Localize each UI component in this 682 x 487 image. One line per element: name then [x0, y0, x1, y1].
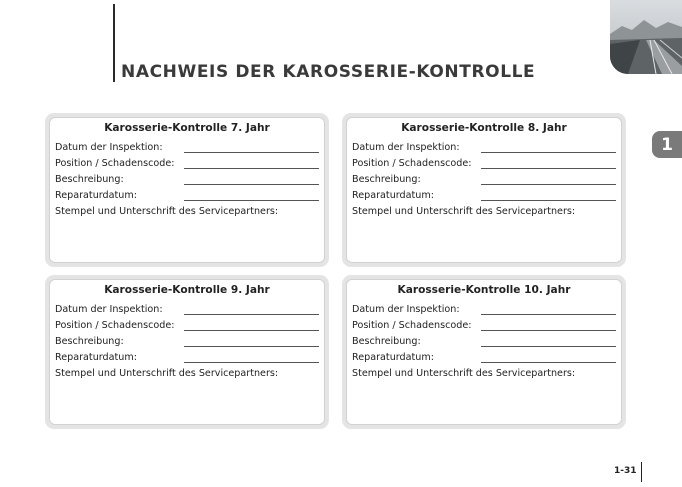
repair-date-label: Reparaturdatum:: [55, 352, 137, 363]
repair-date-line: [481, 199, 616, 201]
damage-code-row: [352, 154, 616, 170]
repair-date-label: Reparaturdatum:: [352, 190, 434, 201]
repair-date-row: [55, 348, 319, 364]
inspection-date-label: Datum der Inspektion:: [55, 304, 163, 315]
description-row: [352, 170, 616, 186]
description-line: [184, 345, 319, 347]
repair-date-line: [184, 199, 319, 201]
stamp-signature-label: Stempel und Unterschrift des Servicepartners:: [55, 206, 279, 217]
inspection-card-year-8: [342, 113, 626, 267]
inspection-date-row: [55, 300, 319, 316]
damage-code-line: [184, 329, 319, 331]
card-title: Karosserie-Kontrolle 10. Jahr: [397, 284, 571, 296]
stamp-signature-label: Stempel und Unterschrift des Servicepartners:: [352, 206, 576, 217]
damage-code-label: Position / Schadenscode:: [55, 158, 175, 169]
repair-date-line: [481, 361, 616, 363]
page-number-divider: [641, 462, 642, 482]
damage-code-row: [55, 316, 319, 332]
stamp-signature-label: Stempel und Unterschrift des Servicepartners:: [352, 368, 576, 379]
inspection-date-line: [481, 313, 616, 315]
inspection-card-year-7: [45, 113, 329, 267]
card-title: Karosserie-Kontrolle 9. Jahr: [104, 284, 270, 296]
page-title: NACHWEIS DER KAROSSERIE-KONTROLLE: [121, 62, 536, 82]
inspection-card-year-10: [342, 275, 626, 429]
damage-code-row: [352, 316, 616, 332]
description-label: Beschreibung:: [55, 174, 124, 185]
inspection-date-row: [352, 138, 616, 154]
inspection-date-line: [481, 151, 616, 153]
repair-date-label: Reparaturdatum:: [352, 352, 434, 363]
damage-code-line: [481, 329, 616, 331]
damage-code-line: [481, 167, 616, 169]
inspection-date-label: Datum der Inspektion:: [55, 142, 163, 153]
card-title: Karosserie-Kontrolle 8. Jahr: [401, 122, 567, 134]
inspection-date-label: Datum der Inspektion:: [352, 304, 460, 315]
title-divider: [113, 4, 115, 82]
repair-date-row: [352, 348, 616, 364]
inspection-card-year-9: [45, 275, 329, 429]
damage-code-label: Position / Schadenscode:: [55, 320, 175, 331]
description-row: [55, 332, 319, 348]
inspection-date-row: [55, 138, 319, 154]
repair-date-row: [55, 186, 319, 202]
damage-code-line: [184, 167, 319, 169]
damage-code-label: Position / Schadenscode:: [352, 320, 472, 331]
inspection-date-label: Datum der Inspektion:: [352, 142, 460, 153]
inspection-date-row: [352, 300, 616, 316]
road-photo-thumbnail: [610, 0, 682, 74]
page-number: 1-31: [614, 466, 637, 476]
description-line: [481, 183, 616, 185]
chapter-tab: 1: [652, 131, 682, 158]
description-line: [481, 345, 616, 347]
repair-date-label: Reparaturdatum:: [55, 190, 137, 201]
description-label: Beschreibung:: [352, 336, 421, 347]
damage-code-row: [55, 154, 319, 170]
description-row: [55, 170, 319, 186]
description-row: [352, 332, 616, 348]
inspection-date-line: [184, 313, 319, 315]
damage-code-label: Position / Schadenscode:: [352, 158, 472, 169]
description-line: [184, 183, 319, 185]
inspection-date-line: [184, 151, 319, 153]
description-label: Beschreibung:: [352, 174, 421, 185]
repair-date-line: [184, 361, 319, 363]
repair-date-row: [352, 186, 616, 202]
card-title: Karosserie-Kontrolle 7. Jahr: [104, 122, 270, 134]
stamp-signature-label: Stempel und Unterschrift des Servicepartners:: [55, 368, 279, 379]
description-label: Beschreibung:: [55, 336, 124, 347]
